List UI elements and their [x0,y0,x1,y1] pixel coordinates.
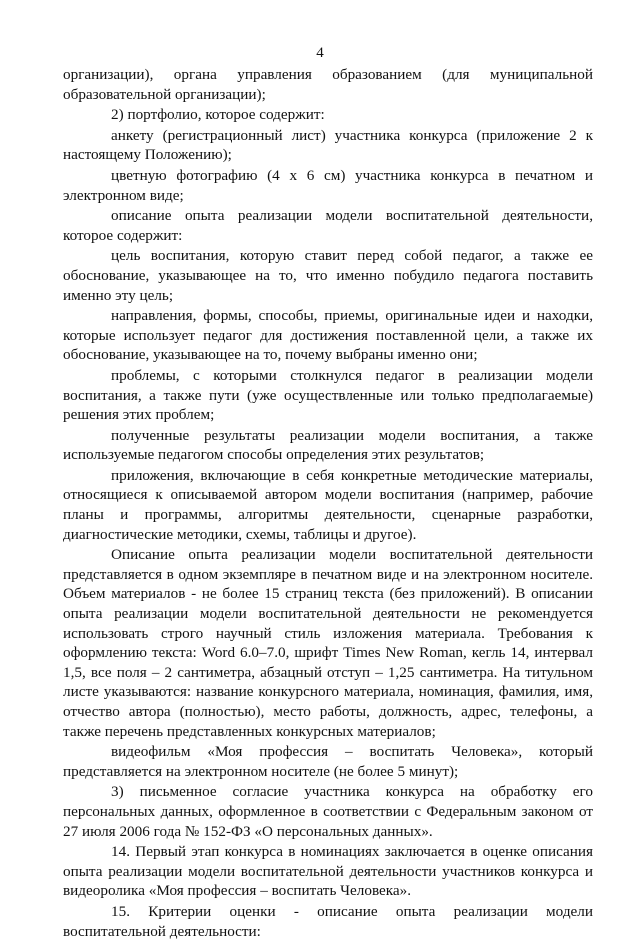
paragraph: полученные результаты реализации модели воспитания, а также используемые педагогом способы определения этих результатов; [63,426,593,464]
paragraph: Описание опыта реализации модели воспитательной деятельности представляется в одном экземпляре в печатном виде и на электронном носителе. Объем материалов - не более 15 страниц текста (без приложений). В описании опыта реализации модели воспитательной деятельности не рекомендуется использовать строго научный стиль изложения материала. Требования к оформлению текста: Word 6.0–7.0, шрифт Times New Roman, кегль 14, интервал 1,5, все поля – 2 сантиметра, абзацный отступ – 1,25 сантиметра. На титульном листе указываются: название конкурсного материала, номинация, фамилия, имя, отчество автора (полностью), место работы, должность, адрес, телефоны, а также перечень представленных конкурсных материалов; [63,546,593,740]
paragraph: видеофильм «Моя профессия – воспитать Человека», который представляется на электронном носителе (не более 5 минут); [63,743,593,780]
paragraph: цель воспитания, которую ставит перед собой педагог, а также ее обоснование, указывающее на то, что именно побудило педагога поставить именно эту цель; [63,247,593,304]
paragraph: 14. Первый этап конкурса в номинациях заключается в оценке описания опыта реализации модели воспитательной деятельности участников конкурса и видеоролика «Моя профессия – воспитать Человека». [63,843,593,900]
paragraph: приложения, включающие в себя конкретные методические материалы, относящиеся к описываемой автором модели воспитания (например, рабочие планы и программы, алгоритмы деятельности, сценарные разработки, диагностические методики, схемы, таблицы и другое). [63,466,593,543]
paragraph: организации), органа управления образованием (для муниципальной образовательной организации); [63,66,593,103]
page-number: 4 [316,45,324,61]
paragraph: 15. Критерии оценки - описание опыта реализации модели воспитательной деятельности: [63,902,593,940]
paragraph: анкету (регистрационный лист) участника конкурса (приложение 2 к настоящему Положению); [63,126,593,164]
paragraph: 3) письменное согласие участника конкурса на обработку его персональных данных, оформленное в соответствии с Федеральным законом от 27 июля 2006 года № 152-ФЗ «О персональных данных». [63,783,593,840]
paragraph: описание опыта реализации модели воспитательной деятельности, которое содержит: [63,207,593,244]
paragraph: цветную фотографию (4 х 6 см) участника конкурса в печатном и электронном виде; [63,166,593,204]
paragraph: проблемы, с которыми столкнулся педагог в реализации модели воспитания, а также пути (уже осуществленные или только предполагаемые) решения этих проблем; [63,366,593,424]
paragraph: направления, формы, способы, приемы, оригинальные идеи и находки, которые использует педагог для достижения поставленной цели, а также их обоснование, указывающее на то, почему выбраны именно они; [63,307,593,364]
document-body [63,65,593,942]
paragraph: 2) портфолио, которое содержит: [111,106,325,124]
